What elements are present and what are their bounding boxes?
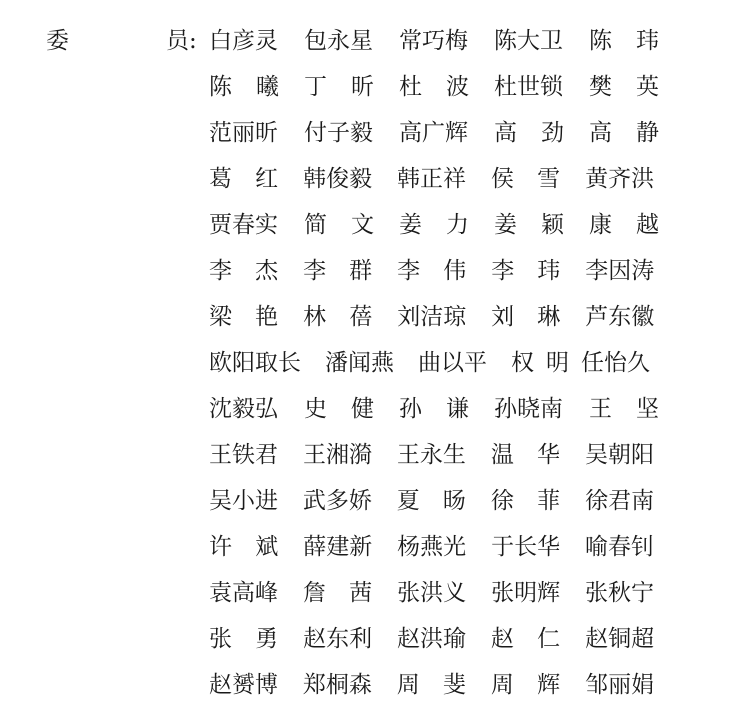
member-name-char: 越 xyxy=(636,212,659,238)
member-name: 于长华 xyxy=(491,534,561,560)
member-name-char: 杜 xyxy=(399,74,422,100)
member-name-char: 雪 xyxy=(537,166,561,192)
member-name-char: 周 xyxy=(490,672,514,698)
member-name-char: 徐 xyxy=(490,488,514,514)
member-name xyxy=(209,622,278,656)
member-name-char: 史 xyxy=(304,396,327,422)
member-row xyxy=(209,208,679,254)
member-name xyxy=(511,346,569,380)
member-name-char: 健 xyxy=(351,396,374,422)
member-name-char: 玮 xyxy=(537,258,561,284)
member-name: 欧阳取长 xyxy=(209,350,301,376)
member-name xyxy=(399,70,469,104)
member-name-char: 谦 xyxy=(446,396,469,422)
member-row xyxy=(209,300,679,346)
member-name xyxy=(589,208,659,242)
member-name xyxy=(209,300,278,334)
member-name: 赵赟博 xyxy=(209,672,278,698)
member-name xyxy=(494,208,564,242)
member-name: 王永生 xyxy=(396,442,466,468)
member-row xyxy=(209,70,679,116)
member-row xyxy=(209,346,679,392)
member-row xyxy=(209,254,679,300)
member-name xyxy=(304,392,374,426)
member-name-char: 陈 xyxy=(209,74,232,100)
member-name xyxy=(303,576,372,610)
member-name: 李因涛 xyxy=(585,258,655,284)
member-name: 武多娇 xyxy=(302,488,372,514)
member-name-char: 静 xyxy=(636,120,659,146)
member-row xyxy=(209,392,679,438)
member-name-char: 斌 xyxy=(255,534,279,560)
member-name-char: 许 xyxy=(209,534,232,560)
member-name: 杨燕光 xyxy=(397,534,467,560)
member-name-char: 李 xyxy=(491,258,515,284)
member-name-char: 颖 xyxy=(541,212,564,238)
member-name-char: 坚 xyxy=(636,396,659,422)
member-name-char: 侯 xyxy=(490,166,514,192)
member-name xyxy=(303,300,372,334)
member-name: 薛建新 xyxy=(303,534,373,560)
member-name xyxy=(209,254,278,288)
member-name: 吴小进 xyxy=(209,488,278,514)
member-name: 白彦灵 xyxy=(209,28,278,54)
member-name xyxy=(304,70,374,104)
member-name-char: 英 xyxy=(636,74,659,100)
member-name-char: 力 xyxy=(446,212,469,238)
member-name: 孙晓南 xyxy=(494,396,563,422)
member-name xyxy=(209,530,278,564)
member-name: 陈大卫 xyxy=(494,28,563,54)
member-name: 郑桐森 xyxy=(302,672,372,698)
member-name: 芦东徽 xyxy=(585,304,655,330)
member-name-char: 玮 xyxy=(636,28,659,54)
member-name: 徐君南 xyxy=(585,488,655,514)
member-name xyxy=(397,668,466,702)
member-name-char: 刘 xyxy=(491,304,515,330)
member-name: 高广辉 xyxy=(399,120,468,146)
member-name-char: 温 xyxy=(490,442,514,468)
member-row xyxy=(209,484,679,530)
member-name xyxy=(494,116,564,150)
member-name: 范丽昕 xyxy=(209,120,278,146)
member-row xyxy=(209,438,679,484)
member-row xyxy=(209,24,679,70)
member-name-char: 辉 xyxy=(537,672,561,698)
member-name: 韩正祥 xyxy=(397,166,467,192)
member-name xyxy=(491,484,560,518)
member-name xyxy=(589,24,659,58)
member-name-char: 茜 xyxy=(349,580,373,606)
member-name-char: 蓓 xyxy=(349,304,373,330)
member-name-char: 李 xyxy=(397,258,421,284)
member-name-char: 夏 xyxy=(396,488,420,514)
member-name-char: 华 xyxy=(537,442,561,468)
member-name-char: 林 xyxy=(303,304,327,330)
member-name xyxy=(399,392,469,426)
member-name: 王铁君 xyxy=(209,442,278,468)
member-name xyxy=(491,300,560,334)
member-name xyxy=(491,162,560,196)
member-name: 张明辉 xyxy=(491,580,561,606)
member-name-char: 劲 xyxy=(541,120,564,146)
member-name-char: 詹 xyxy=(302,580,326,606)
member-name xyxy=(589,116,659,150)
member-name xyxy=(491,622,560,656)
member-name-char: 周 xyxy=(396,672,420,698)
member-name: 袁高峰 xyxy=(209,580,278,606)
member-name xyxy=(397,484,466,518)
member-name-char: 旸 xyxy=(442,488,466,514)
member-name-char: 斐 xyxy=(442,672,466,698)
member-name: 贾春实 xyxy=(209,212,278,238)
member-name-char: 梁 xyxy=(209,304,232,330)
member-name: 张秋宁 xyxy=(585,580,655,606)
member-name xyxy=(209,162,278,196)
member-name: 曲以平 xyxy=(418,350,487,376)
member-name-char: 明 xyxy=(546,350,569,376)
role-label-first-char: 委 xyxy=(46,28,69,54)
member-name-char: 孙 xyxy=(399,396,422,422)
member-name xyxy=(304,208,374,242)
member-name: 常巧梅 xyxy=(399,28,468,54)
member-name-char: 赵 xyxy=(490,626,514,652)
member-name-char: 高 xyxy=(494,120,517,146)
member-name-char: 菲 xyxy=(537,488,561,514)
member-name: 潘闻燕 xyxy=(325,350,394,376)
member-name-char: 文 xyxy=(351,212,374,238)
member-name-char: 康 xyxy=(589,212,612,238)
member-name-char: 张 xyxy=(209,626,232,652)
member-name-char: 高 xyxy=(589,120,612,146)
member-name xyxy=(209,70,279,104)
member-name xyxy=(491,438,560,472)
member-row xyxy=(209,530,679,576)
member-name-char: 昕 xyxy=(351,74,374,100)
member-row xyxy=(209,162,679,208)
member-name: 包永星 xyxy=(304,28,373,54)
member-name-char: 葛 xyxy=(209,166,232,192)
member-name-char: 李 xyxy=(303,258,327,284)
member-name-char: 杰 xyxy=(255,258,279,284)
member-names-grid xyxy=(209,24,679,714)
member-name: 吴朝阳 xyxy=(585,442,655,468)
member-name: 杜世锁 xyxy=(494,74,563,100)
member-name-char: 丁 xyxy=(304,74,327,100)
member-name-char: 波 xyxy=(446,74,469,100)
member-name: 邹丽娟 xyxy=(585,672,655,698)
member-name: 任怡久 xyxy=(581,350,650,376)
member-row xyxy=(209,116,679,162)
member-name: 赵铜超 xyxy=(585,626,655,652)
member-name-char: 权 xyxy=(511,350,534,376)
member-name-char: 红 xyxy=(255,166,279,192)
member-name: 刘洁琼 xyxy=(397,304,467,330)
member-name-char: 伟 xyxy=(443,258,467,284)
member-name-char: 陈 xyxy=(589,28,612,54)
member-name-char: 仁 xyxy=(537,626,561,652)
member-name-char: 姜 xyxy=(494,212,517,238)
member-name-char: 姜 xyxy=(399,212,422,238)
member-name-char: 王 xyxy=(589,396,612,422)
member-row xyxy=(209,668,679,714)
member-row xyxy=(209,622,679,668)
member-name-char: 曦 xyxy=(256,74,279,100)
member-name-char: 李 xyxy=(209,258,232,284)
member-name: 黄齐洪 xyxy=(585,166,655,192)
member-name-char: 樊 xyxy=(589,74,612,100)
member-name xyxy=(399,208,469,242)
member-name xyxy=(589,392,659,426)
member-name: 付子毅 xyxy=(304,120,373,146)
member-name-char: 简 xyxy=(304,212,327,238)
member-name xyxy=(303,254,372,288)
member-name: 赵东利 xyxy=(303,626,373,652)
member-name: 喻春钊 xyxy=(585,534,655,560)
member-name-char: 艳 xyxy=(255,304,279,330)
member-name-char: 群 xyxy=(349,258,373,284)
member-name: 王湘漪 xyxy=(302,442,372,468)
member-name xyxy=(491,668,560,702)
member-name: 韩俊毅 xyxy=(303,166,373,192)
role-label-second-char: 员: xyxy=(166,28,197,54)
member-name: 赵洪瑜 xyxy=(397,626,467,652)
member-row xyxy=(209,576,679,622)
member-name: 沈毅弘 xyxy=(209,396,278,422)
member-name xyxy=(491,254,560,288)
member-name-char: 琳 xyxy=(537,304,561,330)
member-name: 张洪义 xyxy=(397,580,467,606)
member-name xyxy=(397,254,466,288)
member-name-char: 勇 xyxy=(255,626,279,652)
member-name xyxy=(589,70,659,104)
